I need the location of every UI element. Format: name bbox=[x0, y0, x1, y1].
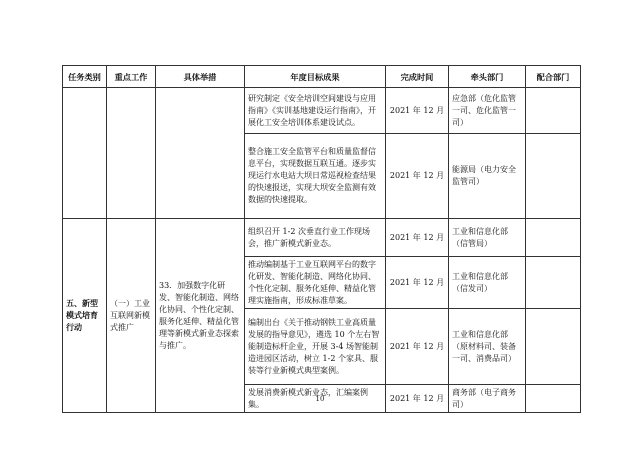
header-annual-goal: 年度目标成果 bbox=[245, 66, 386, 88]
cell-goal: 推动编制基于工业互联网平台的数字化研发、智能化制造、网络化协同、个性化定制、服务化延伸、精益化管理实施指南，形成标准草案。 bbox=[245, 257, 386, 309]
header-category: 任务类别 bbox=[63, 66, 107, 88]
cell-time: 2021 年 12 月 bbox=[386, 219, 449, 257]
cell-assist bbox=[526, 88, 581, 134]
cell-key-work: （一）工业互联网新模式推广 bbox=[107, 219, 156, 413]
table-row bbox=[63, 88, 581, 134]
cell-time: 2021 年 12 月 bbox=[386, 309, 449, 385]
cell-goal: 组织召开 1-2 次垂直行业工作现场会，推广新模式新业态。 bbox=[245, 219, 386, 257]
cell-lead: 能源局（电力安全监管司） bbox=[449, 134, 526, 219]
cell-assist bbox=[526, 219, 581, 257]
cell-lead: 应急部（危化监管一司、危化监管一司） bbox=[449, 88, 526, 134]
header-completion-time: 完成时间 bbox=[386, 66, 449, 88]
header-assist-department: 配合部门 bbox=[526, 66, 581, 88]
cell-lead: 工业和信息化部（信管局） bbox=[449, 219, 526, 257]
header-lead-department: 牵头部门 bbox=[449, 66, 526, 88]
cell-category: 五、新型模式培育行动 bbox=[63, 219, 107, 413]
cell-goal: 编制出台《关于推动钢铁工业高质量发展的指导意见》，遴选 10 个左右智能制造标杆企业，开展 3-4 场智能制造进园区活动，树立 1-2 个家具、服装等行业新模式典型案例。 bbox=[245, 309, 386, 385]
cell-measure-empty bbox=[156, 88, 245, 219]
cell-assist bbox=[526, 134, 581, 219]
cell-time: 2021 年 12 月 bbox=[386, 134, 449, 219]
cell-lead: 商务部（电子商务司） bbox=[449, 385, 526, 413]
header-key-work: 重点工作 bbox=[107, 66, 156, 88]
cell-lead: 工业和信息化部（原材料司、装备一司、消费品司） bbox=[449, 309, 526, 385]
cell-goal: 整合施工安全监管平台和质量监督信息平台，实现数据互联互通。逐步实现运行水电站大坝日常巡视检查结果的快速报送，实现大坝安全监测有效数据的快速提取。 bbox=[245, 134, 386, 219]
cell-goal: 研究制定《安全培训空间建设与应用指南》《实训基地建设运行指南》，开展化工安全培训体系建设试点。 bbox=[245, 88, 386, 134]
cell-lead: 工业和信息化部（信发司） bbox=[449, 257, 526, 309]
table-header-row bbox=[63, 66, 581, 88]
cell-time: 2021 年 12 月 bbox=[386, 257, 449, 309]
cell-category-empty bbox=[63, 88, 107, 219]
cell-time: 2021 年 12 月 bbox=[386, 88, 449, 134]
header-measure: 具体举措 bbox=[156, 66, 245, 88]
task-table bbox=[62, 65, 581, 413]
cell-goal: 发展消费新模式新业态，汇编案例集。 bbox=[245, 385, 386, 413]
cell-key-work-empty bbox=[107, 88, 156, 219]
cell-assist bbox=[526, 309, 581, 385]
cell-measure: 33．加强数字化研发、智能化制造、网络化协同、个性化定制、服务化延伸、精益化管理等新模式新业态探索与推广。 bbox=[156, 219, 245, 413]
cell-assist bbox=[526, 257, 581, 309]
cell-time: 2021 年 12 月 bbox=[386, 385, 449, 413]
page-number: 10 bbox=[315, 395, 325, 403]
table-row bbox=[63, 219, 581, 257]
